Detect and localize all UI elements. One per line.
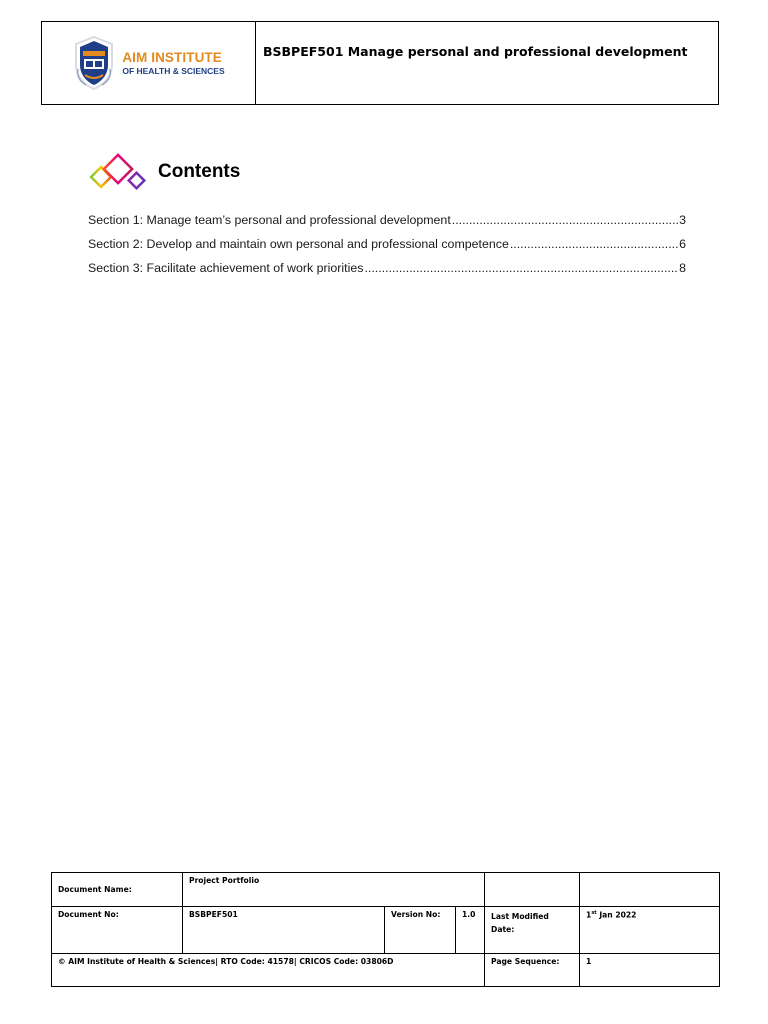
empty-cell (580, 873, 720, 907)
toc-entry-page[interactable]: 8 (679, 261, 686, 275)
last-modified-rest: Jan 2022 (596, 910, 637, 920)
version-label: Version No: (385, 907, 456, 954)
document-footer-table (51, 872, 720, 987)
toc-entry[interactable] (88, 213, 686, 237)
toc-leader-dots (510, 237, 678, 251)
toc-leader-dots (364, 261, 678, 275)
last-modified-label: Last Modified Date: (485, 907, 580, 954)
toc-entry-page[interactable]: 3 (679, 213, 686, 227)
page-sequence-label: Page Sequence: (485, 954, 580, 987)
page-sequence-value: 1 (580, 954, 720, 987)
toc-entry[interactable] (88, 261, 686, 285)
document-header (41, 21, 719, 105)
header-logo-cell (42, 22, 256, 104)
toc-entry-page[interactable]: 6 (679, 237, 686, 251)
document-no-value: BSBPEF501 (183, 907, 385, 954)
document-title: BSBPEF501 Manage personal and professional development (263, 44, 688, 59)
last-modified-day: 1 (586, 910, 592, 920)
contents-heading (88, 153, 240, 197)
document-name-label: Document Name: (52, 873, 183, 907)
document-no-label: Document No: (52, 907, 183, 954)
last-modified-suffix: st (591, 910, 597, 916)
contents-title: Contents (158, 161, 241, 182)
document-name-value: Project Portfolio (183, 873, 485, 907)
toc-entry-text[interactable]: Section 2: Develop and maintain own personal and professional competence (88, 237, 509, 251)
logo-subtitle: OF HEALTH & SCIENCES (122, 65, 225, 76)
toc-leader-dots (452, 213, 678, 227)
copyright-notice: © AIM Institute of Health & Sciences| RTO Code: 41578| CRICOS Code: 03806D (52, 954, 485, 987)
shield-crest-icon (72, 35, 116, 91)
empty-cell (485, 873, 580, 907)
table-of-contents (88, 213, 686, 285)
toc-entry-text[interactable]: Section 1: Manage team’s personal and professional development (88, 213, 451, 227)
institute-logo (72, 35, 224, 91)
toc-entry[interactable] (88, 237, 686, 261)
toc-entry-text[interactable]: Section 3: Facilitate achievement of work priorities (88, 261, 364, 275)
logo-name: AIM INSTITUTE (122, 50, 222, 65)
last-modified-value (580, 907, 720, 954)
version-value: 1.0 (456, 907, 485, 954)
colorful-diamonds-icon (88, 153, 150, 197)
